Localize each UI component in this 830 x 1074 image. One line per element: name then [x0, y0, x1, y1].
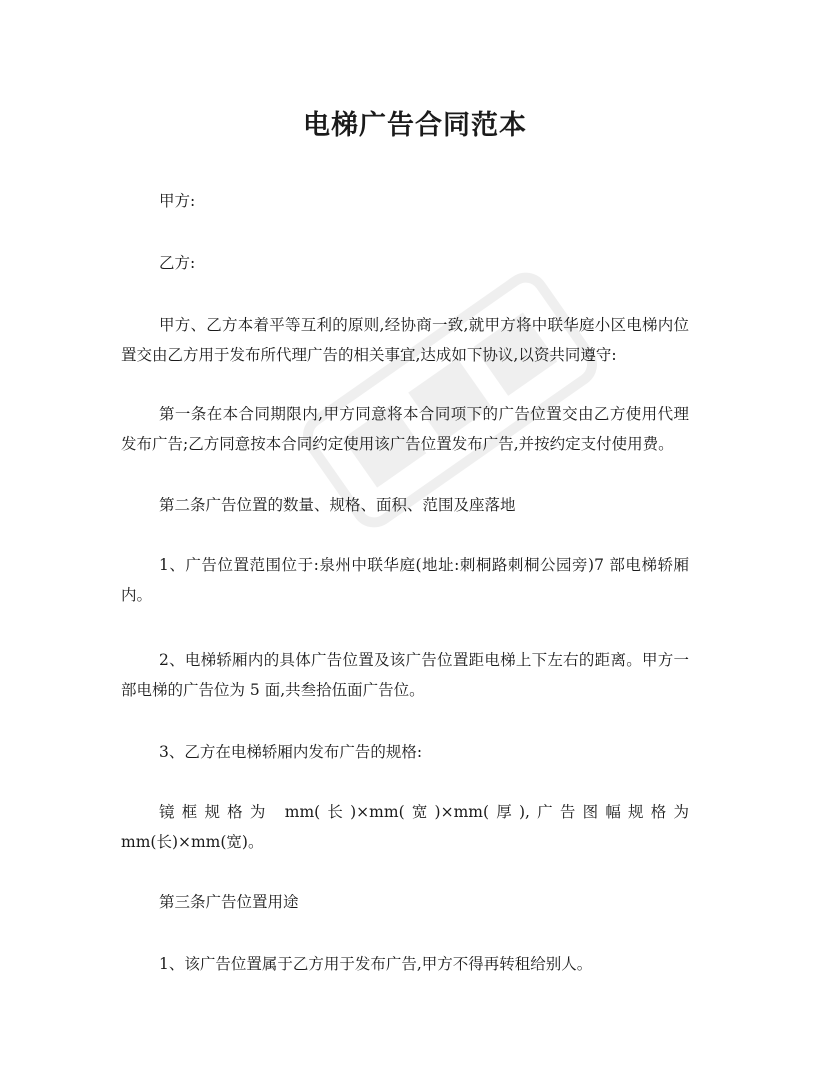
paragraph-clause-2-3: 3、乙方在电梯轿厢内发布广告的规格: — [159, 743, 423, 761]
paragraph-party-b: 乙方: — [159, 254, 196, 272]
paragraph-article-3-heading: 第三条广告位置用途 — [159, 893, 299, 911]
paragraph-preamble: 甲方、乙方本着平等互利的原则,经协商一致,就甲方将中联华庭小区电梯内位置交由乙方用于发布所代理广告的相关事宜,达成如下协议,以资共同遵守: — [121, 316, 689, 364]
paragraph-article-1: 第一条在本合同期限内,甲方同意将本合同项下的广告位置交由乙方使用代理发布广告;乙方同意按本合同约定使用该广告位置发布广告,并按约定支付使用费。 — [121, 405, 689, 453]
paragraph-clause-2-2: 2、电梯轿厢内的具体广告位置及该广告位置距电梯上下左右的距离。甲方一部电梯的广告位为 5 面,共叁拾伍面广告位。 — [121, 651, 689, 699]
paragraph-clause-2-1: 1、广告位置范围位于:泉州中联华庭(地址:刺桐路刺桐公园旁)7 部电梯轿厢内。 — [121, 556, 689, 604]
paragraph-frame-spec: 镜框规格为 mm(长)×mm(宽)×mm(厚),广告图幅规格为 mm(长)×mm(宽)。 — [121, 803, 689, 851]
paragraph-clause-3-1: 1、该广告位置属于乙方用于发布广告,甲方不得再转租给别人。 — [159, 955, 593, 973]
document-title: 电梯广告合同范本 — [303, 110, 527, 141]
paragraph-party-a: 甲方: — [159, 192, 196, 210]
paragraph-article-2-heading: 第二条广告位置的数量、规格、面积、范围及座落地 — [159, 496, 516, 514]
